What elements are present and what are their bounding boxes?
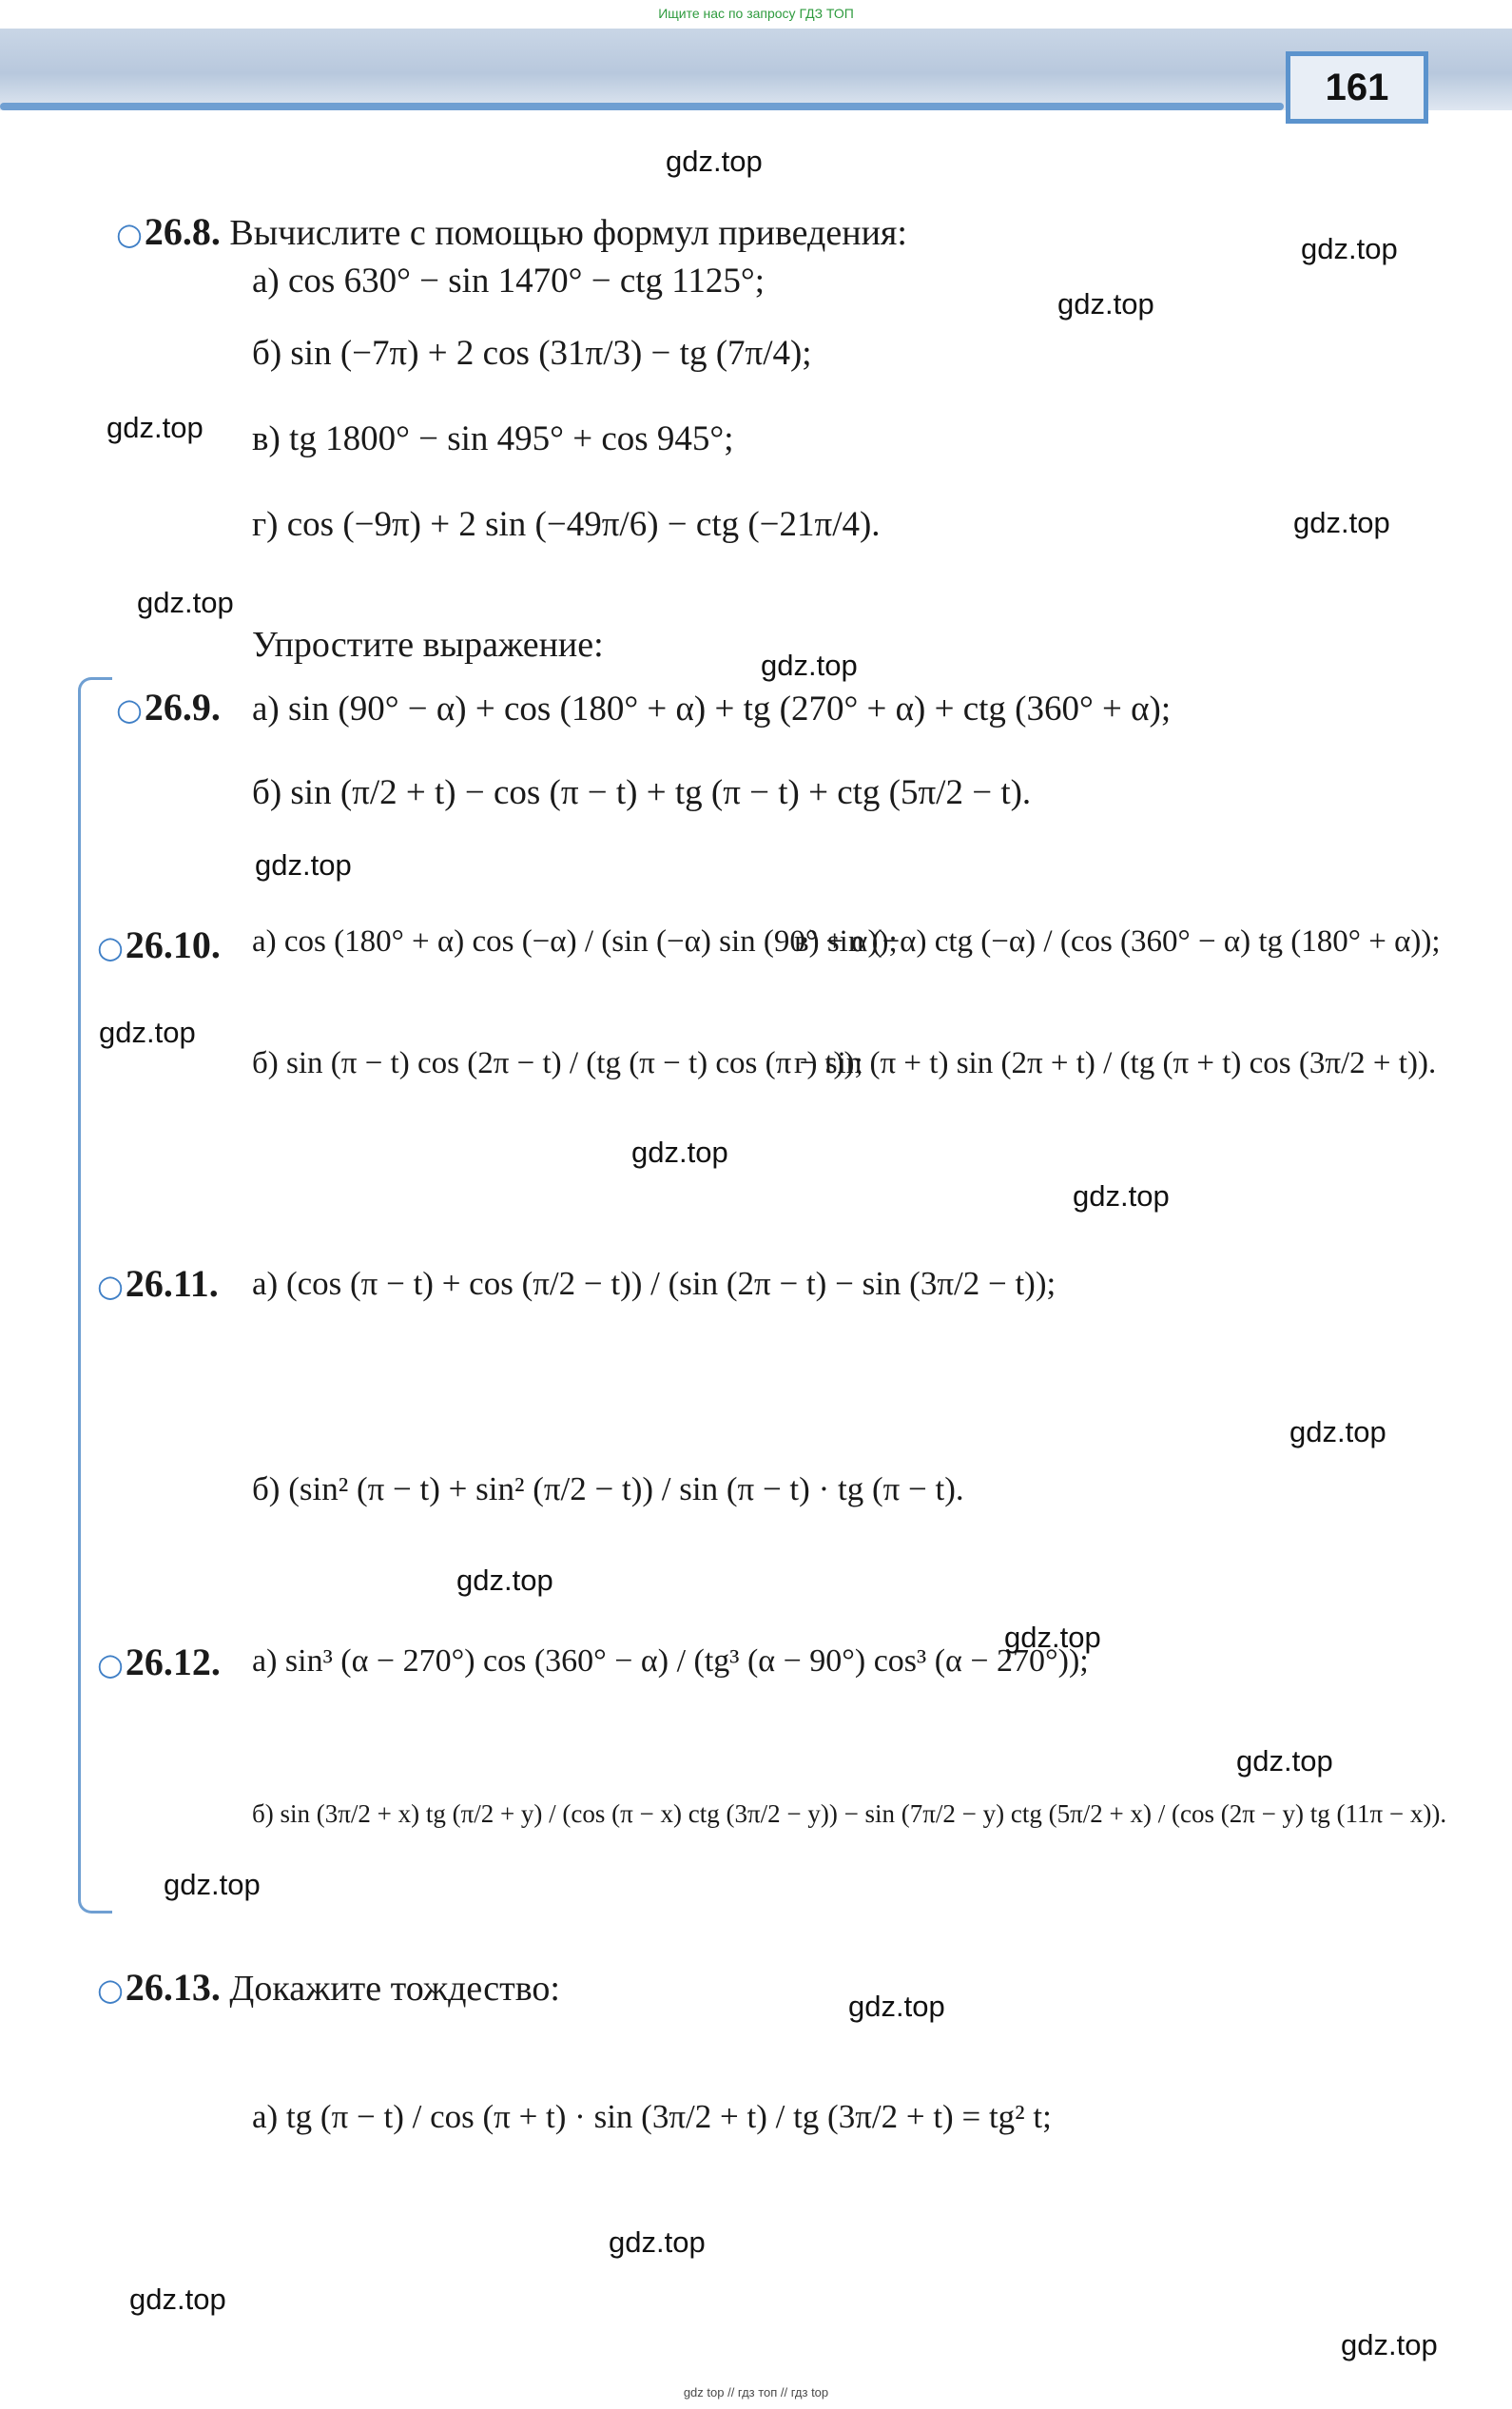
watermark: gdz.top xyxy=(1073,1179,1170,1213)
problem-26-8-b: б) sin (−7π) + 2 cos (31π/3) − tg (7π/4); xyxy=(252,334,812,373)
watermark: gdz.top xyxy=(107,411,204,444)
watermark: gdz.top xyxy=(1236,1744,1333,1778)
problem-26-13-a: а) tg (π − t) / cos (π + t) · sin (3π/2 + t) / tg (3π/2 + t) = tg² t; xyxy=(252,2098,1052,2135)
watermark: gdz.top xyxy=(164,1868,261,1901)
problem-26-8-v: в) tg 1800° − sin 495° + cos 945°; xyxy=(252,419,734,458)
watermark: gdz.top xyxy=(255,848,352,882)
problem-26-10-number: ○26.10. xyxy=(97,923,221,966)
footer-note: gdz top // гдз топ // гдз top xyxy=(683,2385,829,2399)
watermark: gdz.top xyxy=(631,1136,728,1169)
problem-26-9-b: б) sin (π/2 + t) − cos (π − t) + tg (π − t) + ctg (5π/2 − t). xyxy=(252,773,1032,812)
watermark: gdz.top xyxy=(99,1016,196,1049)
problem-26-12-a: а) sin³ (α − 270°) cos (360° − α) / (tg³ (α − 90°) cos³ (α − 270°)); xyxy=(252,1643,1089,1679)
problem-26-10-b: б) sin (π − t) cos (2π − t) / (tg (π − t) cos (π − t)); xyxy=(252,1046,863,1080)
page-number-box xyxy=(1286,51,1428,124)
top-note: Ищите нас по запросу ГДЗ ТОП xyxy=(658,6,854,21)
problem-26-9-a: а) sin (90° − α) + cos (180° + α) + tg (270° + α) + ctg (360° + α); xyxy=(252,690,1172,729)
watermark: gdz.top xyxy=(848,1990,945,2023)
problem-number: 26.8. xyxy=(144,210,221,253)
header-rule xyxy=(0,103,1284,110)
circle-marker-icon: ○ xyxy=(97,1646,124,1682)
problem-26-8-a: а) cos 630° − sin 1470° − ctg 1125°; xyxy=(252,262,765,301)
watermark: gdz.top xyxy=(761,649,858,682)
watermark: gdz.top xyxy=(666,145,763,178)
watermark: gdz.top xyxy=(609,2225,706,2259)
problem-26-12-number: ○26.12. xyxy=(97,1641,221,1683)
circle-marker-icon: ○ xyxy=(97,929,124,965)
problem-26-10-g: г) sin (π + t) sin (2π + t) / (tg (π + t) cos (3π/2 + t)). xyxy=(794,1046,1437,1080)
circle-marker-icon: ○ xyxy=(97,1268,124,1304)
simplify-heading: Упростите выражение: xyxy=(252,625,604,665)
watermark: gdz.top xyxy=(1289,1415,1386,1448)
circle-marker-icon: ○ xyxy=(97,1972,124,2008)
watermark: gdz.top xyxy=(456,1564,553,1597)
watermark: gdz.top xyxy=(137,586,234,619)
problem-26-10-a: а) cos (180° + α) cos (−α) / (sin (−α) sin (90° + α)); xyxy=(252,924,898,959)
problem-26-13-header: ○26.13. Докажите тождество: xyxy=(97,1966,560,2009)
problem-26-8-header xyxy=(116,211,907,254)
watermark: gdz.top xyxy=(1341,2328,1438,2361)
circle-marker-icon: ○ xyxy=(116,216,143,252)
problem-title: Докажите тождество: xyxy=(229,1969,560,2009)
problem-26-11-number: ○26.11. xyxy=(97,1262,219,1305)
watermark: gdz.top xyxy=(1293,506,1390,539)
watermark: gdz.top xyxy=(1301,232,1398,265)
problem-26-11-a: а) (cos (π − t) + cos (π/2 − t)) / (sin (2π − t) − sin (3π/2 − t)); xyxy=(252,1265,1056,1302)
watermark: gdz.top xyxy=(1057,287,1154,321)
problem-26-9-number: ○26.9. xyxy=(116,686,221,729)
problem-26-10-v: в) sin (−α) ctg (−α) / (cos (360° − α) tg (180° + α)); xyxy=(794,924,1441,959)
watermark: gdz.top xyxy=(1004,1621,1101,1654)
problem-26-12-b: б) sin (3π/2 + x) tg (π/2 + y) / (cos (π − x) ctg (3π/2 − y)) − sin (7π/2 − y) ctg (5π/2 + x) / (cos (2π − y) tg (11π − x)). xyxy=(252,1799,1447,1828)
page-number: 161 xyxy=(1325,66,1389,108)
problem-26-11-b: б) (sin² (π − t) + sin² (π/2 − t)) / sin (π − t) · tg (π − t). xyxy=(252,1470,964,1507)
problem-title: Вычислите с помощью формул приведения: xyxy=(229,213,907,253)
problem-26-8-g: г) cos (−9π) + 2 sin (−49π/6) − ctg (−21π/4). xyxy=(252,505,881,544)
watermark: gdz.top xyxy=(129,2283,226,2316)
circle-marker-icon: ○ xyxy=(116,691,143,728)
